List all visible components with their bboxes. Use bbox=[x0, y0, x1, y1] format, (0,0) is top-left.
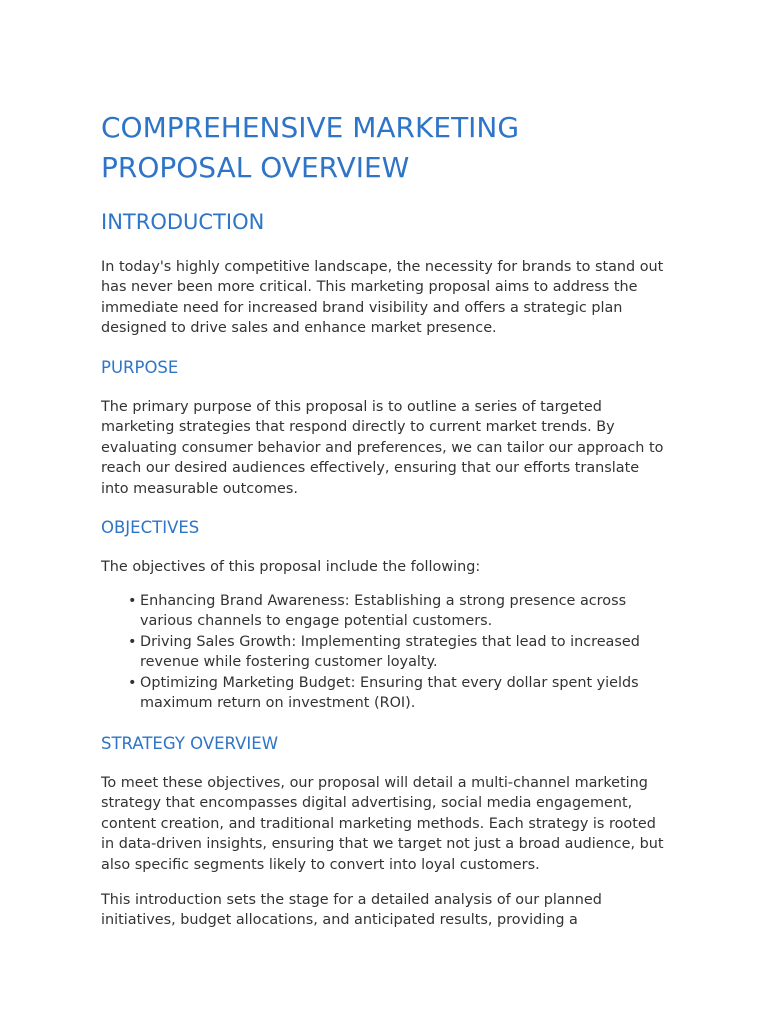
list-item bbox=[128, 632, 668, 673]
objectives-intro: The objectives of this proposal include the following: bbox=[101, 559, 481, 575]
objectives-list bbox=[128, 591, 668, 713]
objective-term: Enhancing Brand Awareness bbox=[140, 593, 345, 609]
bullet-icon: • bbox=[128, 633, 137, 650]
objective-term: Optimizing Marketing Budget bbox=[140, 674, 351, 691]
objective-description: : Establishing a strong presence across various channels to engage potential customers. bbox=[140, 593, 627, 630]
strategy-overview-paragraph: To meet these objectives, our proposal will detail a multi-channel marketing strategy that encompasses digital advertising, social media engagement, content creation, and traditional marketing methods. Each strategy is rooted in data-driven insights, ensuring that we target not just a broad audience, but also specific segments likely to convert into loyal customers. bbox=[101, 775, 664, 873]
bullet-icon: • bbox=[128, 674, 137, 691]
introduction-heading: INTRODUCTION bbox=[101, 210, 265, 234]
strategy-overview-heading: STRATEGY OVERVIEW bbox=[101, 734, 279, 753]
objective-description: : Implementing strategies that lead to increased revenue while fostering customer loyalty. bbox=[140, 633, 640, 671]
document-title: COMPREHENSIVE MARKETING PROPOSAL OVERVIEW bbox=[101, 111, 520, 184]
purpose-paragraph: The primary purpose of this proposal is to outline a series of targeted marketing strategies that respond directly to current market trends. By evaluating consumer behavior and preferences, we can tailor our approach to reach our desired audiences effectively, ensuring that our efforts translate into measurable outcomes. bbox=[101, 399, 664, 497]
closing-paragraph: This introduction sets the stage for a detailed analysis of our planned initiatives, budget allocations, and anticipated results, providing a bbox=[101, 892, 602, 929]
bullet-icon: • bbox=[128, 593, 137, 609]
list-item bbox=[128, 673, 668, 714]
purpose-heading: PURPOSE bbox=[101, 358, 179, 377]
objectives-heading: OBJECTIVES bbox=[101, 518, 200, 537]
introduction-paragraph: In today's highly competitive landscape, the necessity for brands to stand out has never been more critical. This marketing proposal aims to address the immediate need for increased brand visibility and offers a strategic plan designed to drive sales and enhance market presence. bbox=[101, 259, 664, 337]
objective-term: Driving Sales Growth bbox=[140, 633, 292, 650]
objective-description: : Ensuring that every dollar spent yields maximum return on investment (ROI). bbox=[140, 674, 639, 712]
list-item bbox=[128, 591, 668, 632]
